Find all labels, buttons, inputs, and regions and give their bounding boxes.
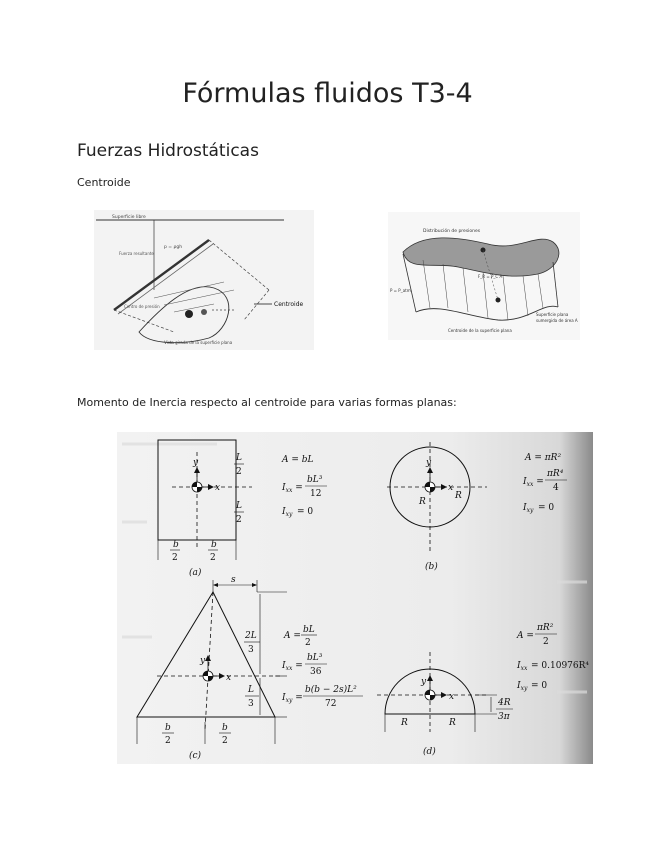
- svg-text:A =: A =: [284, 631, 301, 641]
- svg-text:Ixx =: $I_{xx}$ =: [282, 661, 303, 672]
- svg-text:y: y: [193, 458, 199, 468]
- caption-b: (b): [425, 562, 438, 572]
- caption-a: (a): [189, 568, 202, 578]
- svg-text:Ixy: $I_{xy}$: [523, 503, 534, 514]
- inertia-shapes-figure: [117, 432, 593, 764]
- svg-text:x: x: [449, 692, 455, 702]
- section-title: Fuerzas Hidrostáticas: [77, 141, 259, 161]
- svg-text:Ixx =: $I_{xx}$ =: [282, 483, 303, 494]
- triangle-b-right: b: [222, 723, 228, 733]
- rect-ixy: = 0: [297, 507, 314, 517]
- svg-text:x: x: [215, 483, 221, 493]
- svg-text:y: y: [426, 458, 432, 468]
- semicircle-h-num: 4R: [498, 698, 511, 708]
- rect-L-bot: L: [236, 501, 242, 511]
- svg-text:Ixx: $I_{xx}$: [517, 661, 528, 672]
- circle-area: A = πR²: [525, 453, 562, 463]
- svg-text:Ixx =: $I_{xx}$ =: [523, 477, 544, 488]
- circle-ixx-num: πR⁴: [547, 469, 564, 479]
- circle-ixx-den: 4: [553, 483, 559, 493]
- circle-R-1: R: [419, 497, 426, 507]
- subsection-label: Centroide: [77, 176, 131, 189]
- rect-area: A = bL: [282, 455, 314, 465]
- figure-pressure-distribution: [388, 212, 580, 340]
- rect-two-top: 2: [236, 467, 242, 477]
- svg-text:x: x: [226, 673, 232, 683]
- pressure-dist-label: Distribución de presiones: [423, 229, 481, 234]
- rect-b-right: b: [211, 540, 217, 550]
- rect-ixx-den: 12: [310, 489, 322, 499]
- inertia-label: Momento de Inercia respecto al centroide para varias formas planas:: [77, 396, 457, 409]
- resultant-label: Fuerza resultante: [119, 251, 154, 256]
- plane-label: Superficie plana: [536, 312, 569, 317]
- semicircle-ixx: = 0.10976R⁴: [531, 661, 590, 671]
- triangle-ixy-num: b(b − 2s)L²: [305, 685, 357, 695]
- triangle-b-left: b: [165, 723, 171, 733]
- rect-ixx-num: bL³: [307, 475, 323, 485]
- svg-text:2: 2: [210, 553, 216, 563]
- triangle-three-1: 3: [248, 645, 254, 655]
- semicircle-area-num: πR²: [537, 623, 554, 633]
- triangle-L: L: [248, 685, 254, 695]
- svg-text:A =: A =: [517, 631, 534, 641]
- page-title: Fórmulas fluidos T3-4: [182, 78, 473, 109]
- pressure-center-label: Centro de presión: [124, 304, 160, 309]
- rect-two-bot: 2: [236, 515, 242, 525]
- centroid-plane-label: Centroide de la superficie plana: [448, 328, 512, 333]
- svg-text:Ixy: $I_{xy}$: [517, 681, 528, 692]
- svg-text:x: x: [448, 483, 454, 493]
- triangle-2L: 2L: [245, 631, 257, 641]
- p-atm-label: P = P_atm: [390, 288, 411, 293]
- figure-inclined-plate: [94, 210, 314, 350]
- surface-label: Superficie libre: [112, 215, 146, 220]
- svg-text:Ixy: $I_{xy}$: [282, 507, 293, 518]
- caption-d: (d): [423, 747, 436, 757]
- fr-label: F_R = P_C A: [478, 274, 503, 279]
- semicircle-R-2: R: [449, 718, 456, 728]
- triangle-area-num: bL: [303, 625, 315, 635]
- semicircle-h-den: 3π: [498, 712, 510, 722]
- plane-label-2: sumergida de área A: [536, 318, 578, 323]
- semicircle-ixy: = 0: [531, 681, 548, 691]
- centroide-label: Centroide: [274, 301, 304, 308]
- triangle-area-den: 2: [305, 638, 311, 648]
- semicircle-R-1: R: [401, 718, 408, 728]
- rect-L-top: L: [236, 453, 242, 463]
- triangle-ixx-den: 36: [310, 667, 322, 677]
- triangle-ixy-den: 72: [325, 699, 337, 709]
- circle-ixy: = 0: [538, 503, 555, 513]
- circle-R-2: R: [455, 491, 462, 501]
- svg-text:y: y: [200, 656, 206, 666]
- rotated-view-label: Vista girada de la superficie plana: [164, 340, 233, 345]
- svg-text:2: 2: [172, 553, 178, 563]
- semicircle-area-den: 2: [543, 637, 549, 647]
- triangle-ixx-num: bL³: [307, 653, 323, 663]
- svg-text:Ixy =: $I_{xy}$ =: [282, 693, 303, 704]
- triangle-s: s: [231, 575, 236, 585]
- svg-text:y: y: [421, 677, 427, 687]
- p-label: p = ρgh: [164, 245, 183, 250]
- rect-b-left: b: [173, 540, 179, 550]
- caption-c: (c): [189, 751, 202, 761]
- svg-text:2: 2: [165, 736, 171, 746]
- svg-text:2: 2: [222, 736, 228, 746]
- triangle-three-2: 3: [248, 699, 254, 709]
